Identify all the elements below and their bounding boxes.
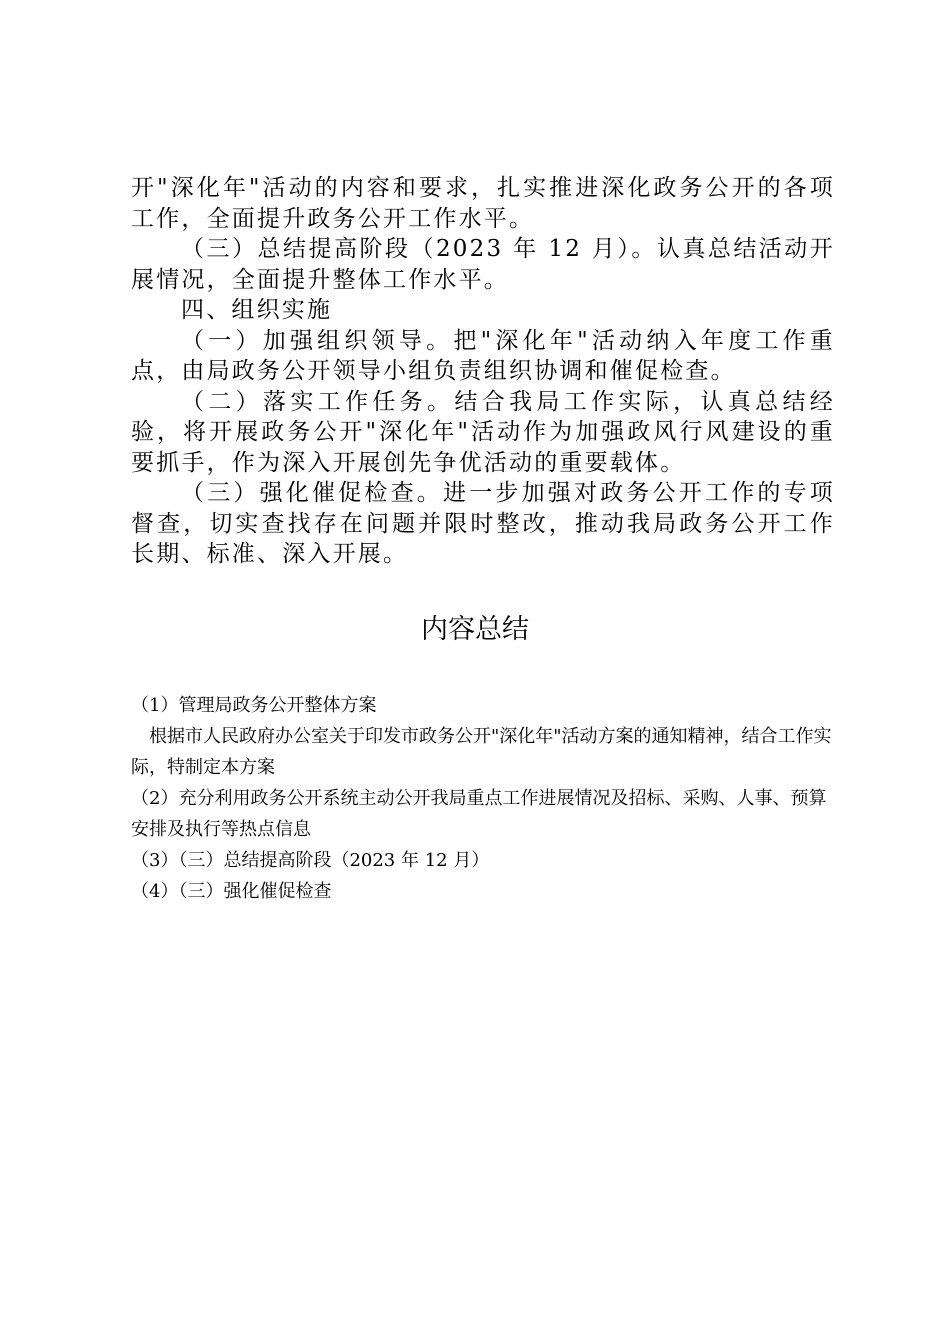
summary-list — [131, 690, 835, 907]
paragraph-stage-three: （三）总结提高阶段（2023 年 12 月）。认真总结活动开展情况，全面提升整体工作水平。 — [131, 236, 835, 293]
summary-item-1-text: 根据市人民政府办公室关于印发市政务公开"深化年"活动方案的通知精神，结合工作实际，特制定本方案 — [131, 726, 832, 778]
section-heading-organization: 四、组织实施 — [181, 297, 333, 323]
document-body — [131, 173, 835, 570]
paragraph-leadership: （一）加强组织领导。把"深化年"活动纳入年度工作重点，由局政务公开领导小组负责组织协调和催促检查。 — [131, 327, 835, 384]
paragraph-continuation: 开"深化年"活动的内容和要求，扎实推进深化政务公开的各项工作，全面提升政务公开工作水平。 — [131, 175, 835, 232]
paragraph-supervision: （三）强化催促检查。进一步加强对政务公开工作的专项督查，切实查找存在问题并限时整改，推动我局政务公开工作长期、标准、深入开展。 — [131, 480, 835, 567]
summary-item-2: （2）充分利用政务公开系统主动公开我局重点工作进展情况及招标、采购、人事、预算安排及执行等热点信息 — [131, 788, 827, 840]
summary-item-4: （4）（三）强化催促检查 — [131, 881, 332, 902]
summary-item-3: （3）（三）总结提高阶段（2023 年 12 月） — [131, 850, 490, 871]
summary-title: 内容总结 — [421, 614, 529, 645]
summary-item-1: （1）管理局政务公开整体方案 — [131, 695, 377, 716]
paragraph-tasks: （二）落实工作任务。结合我局工作实际，认真总结经验，将开展政务公开"深化年"活动作为加强政风行风建设的重要抓手，作为深入开展创先争优活动的重要载体。 — [131, 388, 835, 476]
